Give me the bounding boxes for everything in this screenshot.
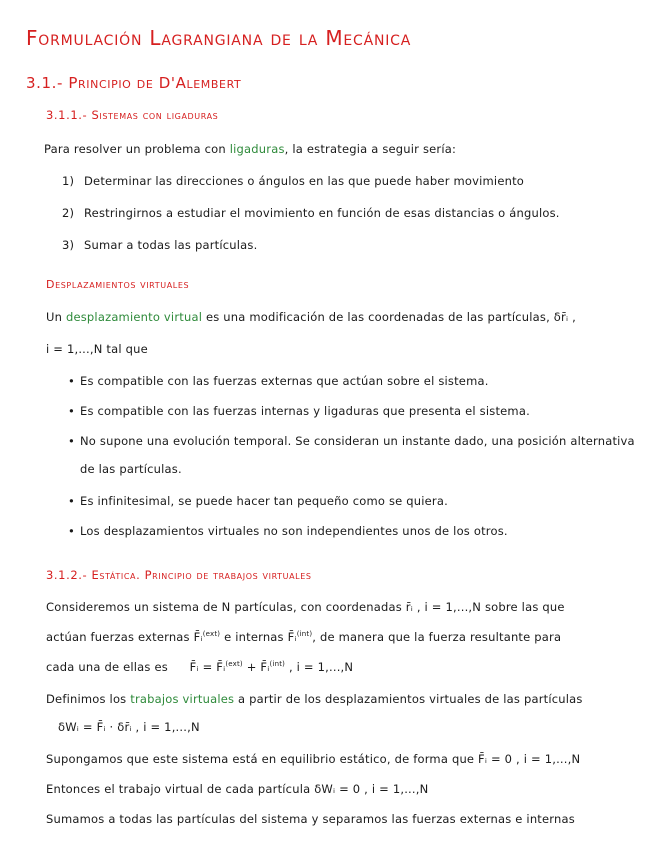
subsection-heading-ligaduras: 3.1.1.- Sistemas con ligaduras — [46, 108, 219, 122]
section-heading: 3.1.- Principio de D'Alembert — [26, 74, 242, 92]
resultant-force-line — [46, 660, 353, 674]
virtual-work-definition — [46, 692, 583, 706]
step-number: 1) — [62, 174, 75, 188]
work-text-before: Definimos los — [46, 692, 127, 706]
internal-force-label: (int) — [296, 630, 313, 638]
work-highlight: trabajos virtuales — [130, 692, 235, 706]
step-number: 2) — [62, 206, 75, 220]
subsection-heading-statics: 3.1.2.- Estática. Principio de trabajos virtuales — [46, 568, 312, 582]
step-item — [62, 174, 524, 188]
virtual-work-equation: δWᵢ = F̄ᵢ · δr̄ᵢ , i = 1,...,N — [58, 720, 200, 734]
bullet-continuation: de las partículas. — [80, 462, 182, 476]
step-item — [62, 206, 560, 220]
bullet-item: • Es compatible con las fuerzas externas que actúan sobre el sistema. — [80, 374, 489, 388]
forces-text-b: e internas — [224, 630, 284, 644]
resultant-index: , i = 1,...,N — [288, 660, 354, 674]
equilibrium-line: Supongamos que este sistema está en equilibrio estático, de forma que F̄ᵢ = 0 , i = 1,...,N — [46, 752, 581, 766]
bullet-item: • Es compatible con las fuerzas internas y ligaduras que presenta el sistema. — [80, 404, 530, 418]
sum-particles-line: Sumamos a todas las partículas del sistema y separamos las fuerzas externas e internas — [46, 812, 575, 826]
definition-paragraph — [46, 310, 576, 324]
statics-forces-line — [46, 630, 561, 644]
definition-index-line: i = 1,...,N tal que — [46, 342, 148, 356]
step-text: Restringirnos a estudiar el movimiento en función de esas distancias o ángulos. — [84, 206, 560, 220]
page-title: Formulación Lagrangiana de la Mecánica — [26, 26, 412, 50]
forces-text-c: , de manera que la fuerza resultante para — [312, 630, 562, 644]
step-number: 3) — [62, 238, 75, 252]
forces-text-a: actúan fuerzas externas — [46, 630, 190, 644]
definition-text-before: Un — [46, 310, 63, 324]
statics-paragraph-line: Consideremos un sistema de N partículas, con coordenadas r̄ᵢ , i = 1,...,N sobre las que — [46, 600, 565, 614]
bullet-item: • No supone una evolución temporal. Se consideran un instante dado, una posición alternativa — [80, 434, 635, 448]
bullet-item: • Los desplazamientos virtuales no son independientes unos de los otros. — [80, 524, 508, 538]
virtual-displacements-heading: Desplazamientos virtuales — [46, 278, 190, 291]
eq-int-label: (int) — [269, 660, 286, 668]
definition-text-after: es una modificación de las coordenadas de las partículas, δr̄ᵢ , — [205, 310, 576, 324]
intro-highlight: ligaduras — [229, 142, 285, 156]
work-text-after: a partir de los desplazamientos virtuales de las partículas — [238, 692, 583, 706]
intro-text-after: , la estrategia a seguir sería: — [284, 142, 457, 156]
step-item — [62, 238, 257, 252]
internal-force-symbol: F̄ᵢ$^{(int)}$ — [287, 630, 313, 644]
eq-ext-label: (ext) — [225, 660, 243, 668]
resultant-text: cada una de ellas es — [46, 660, 168, 674]
external-force-label: (ext) — [202, 630, 221, 638]
step-text: Determinar las direcciones o ángulos en las que puede haber movimiento — [84, 174, 525, 188]
step-text: Sumar a todas las partículas. — [84, 238, 258, 252]
bullet-item: • Es infinitesimal, se puede hacer tan pequeño como se quiera. — [80, 494, 448, 508]
intro-text-before: Para resolver un problema con — [44, 142, 226, 156]
zero-work-line: Entonces el trabajo virtual de cada partícula δWᵢ = 0 , i = 1,...,N — [46, 782, 429, 796]
external-force-symbol: F̄ᵢ$^{(ext)}$ — [193, 630, 221, 644]
definition-highlight: desplazamiento virtual — [65, 310, 203, 324]
resultant-equation: F̄ᵢ = F̄ᵢ$^{(ext)}$ + F̄ᵢ$^{(int)}$ — [189, 660, 286, 674]
intro-paragraph — [44, 142, 456, 156]
